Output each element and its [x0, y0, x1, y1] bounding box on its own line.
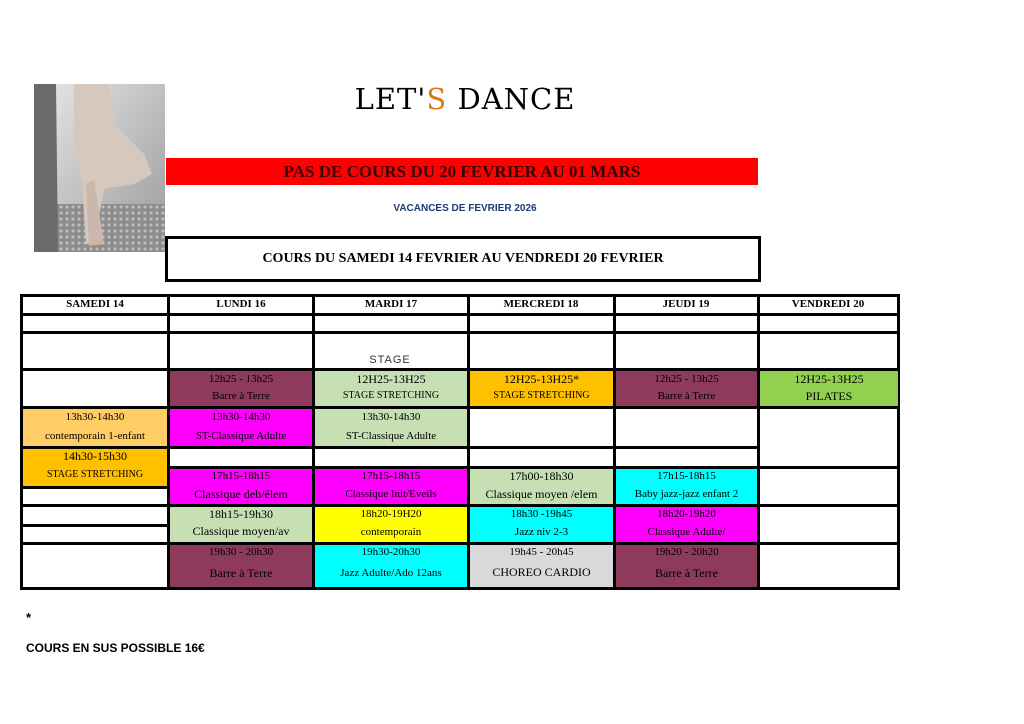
header-jeudi: JEUDI 19 — [662, 298, 710, 310]
slot-mercredi-1[interactable]: 12H25-13H25* STAGE STRETCHING — [470, 371, 613, 406]
schedule-grid — [20, 294, 900, 590]
stage-label: STAGE — [369, 354, 411, 366]
slot-lundi-4[interactable]: 18h15-19h30 Classique moyen/av — [170, 507, 312, 542]
slot-jeudi-1[interactable]: 12h25 - 13h25 Barre à Terre — [616, 371, 757, 406]
slot-mardi-1[interactable]: 12H25-13H25 STAGE STRETCHING — [315, 371, 467, 406]
row-divider — [20, 331, 900, 334]
row-divider — [20, 486, 168, 489]
slot-lundi-1[interactable]: 12h25 - 13h25 Barre à Terre — [170, 371, 312, 406]
row-divider — [20, 524, 168, 527]
row-divider — [20, 313, 900, 316]
no-classes-banner: PAS DE COURS DU 20 FEVRIER AU 01 MARS — [166, 158, 758, 185]
slot-jeudi-3[interactable]: 17h15-18h15 Baby jazz-jazz enfant 2 — [616, 469, 757, 504]
slot-lundi-2[interactable]: 13h30-14h30 ST-Classique Adulte — [170, 409, 312, 446]
slot-mercredi-4[interactable]: 18h30 -19h45 Jazz niv 2-3 — [470, 507, 613, 542]
ballet-photo — [34, 84, 165, 252]
extra-course-note: COURS EN SUS POSSIBLE 16€ — [26, 641, 205, 655]
slot-jeudi-5[interactable]: 19h20 - 20h20 Barre à Terre — [616, 545, 757, 587]
slot-mardi-5[interactable]: 19h30-20h30 Jazz Adulte/Ado 12ans — [315, 545, 467, 587]
slot-mardi-2[interactable]: 13h30-14h30 ST-Classique Adulte — [315, 409, 467, 446]
slot-samedi-1[interactable]: 13h30-14h30 contemporain 1-enfant — [23, 409, 167, 446]
header-mercredi: MERCREDI 18 — [503, 298, 579, 310]
slot-mercredi-3[interactable]: 17h00-18h30 Classique moyen /elem — [470, 469, 613, 504]
slot-vendredi-1[interactable]: 12H25-13H25 PILATES — [760, 371, 898, 406]
header-vendredi: VENDREDI 20 — [791, 298, 865, 310]
slot-lundi-5[interactable]: 19h30 - 20h30 Barre à Terre — [170, 545, 312, 587]
footnote-star: * — [26, 610, 32, 625]
holiday-subtitle: VACANCES DE FEVRIER 2026 — [393, 203, 537, 214]
slot-samedi-2[interactable]: 14h30-15h30 STAGE STRETCHING — [23, 449, 167, 486]
course-range-box: COURS DU SAMEDI 14 FEVRIER AU VENDREDI 20 FEVRIER — [165, 236, 761, 282]
slot-mercredi-5[interactable]: 19h45 - 20h45 CHOREO CARDIO — [470, 545, 613, 587]
slot-lundi-3[interactable]: 17h15-18h15 Classique deb/élem — [170, 469, 312, 504]
lets-dance-logo: LET'S DANCE — [354, 82, 576, 116]
slot-mardi-4[interactable]: 18h20-19H20 contemporain — [315, 507, 467, 542]
header-lundi: LUNDI 16 — [216, 298, 266, 310]
slot-jeudi-4[interactable]: 18h20-19h20 Classique Adulte/ — [616, 507, 757, 542]
header-mardi: MARDI 17 — [364, 298, 418, 310]
col-divider — [757, 294, 760, 590]
slot-mardi-3[interactable]: 17h15-18h15 Classique Init/Eveils — [315, 469, 467, 504]
header-samedi: SAMEDI 14 — [66, 298, 124, 310]
